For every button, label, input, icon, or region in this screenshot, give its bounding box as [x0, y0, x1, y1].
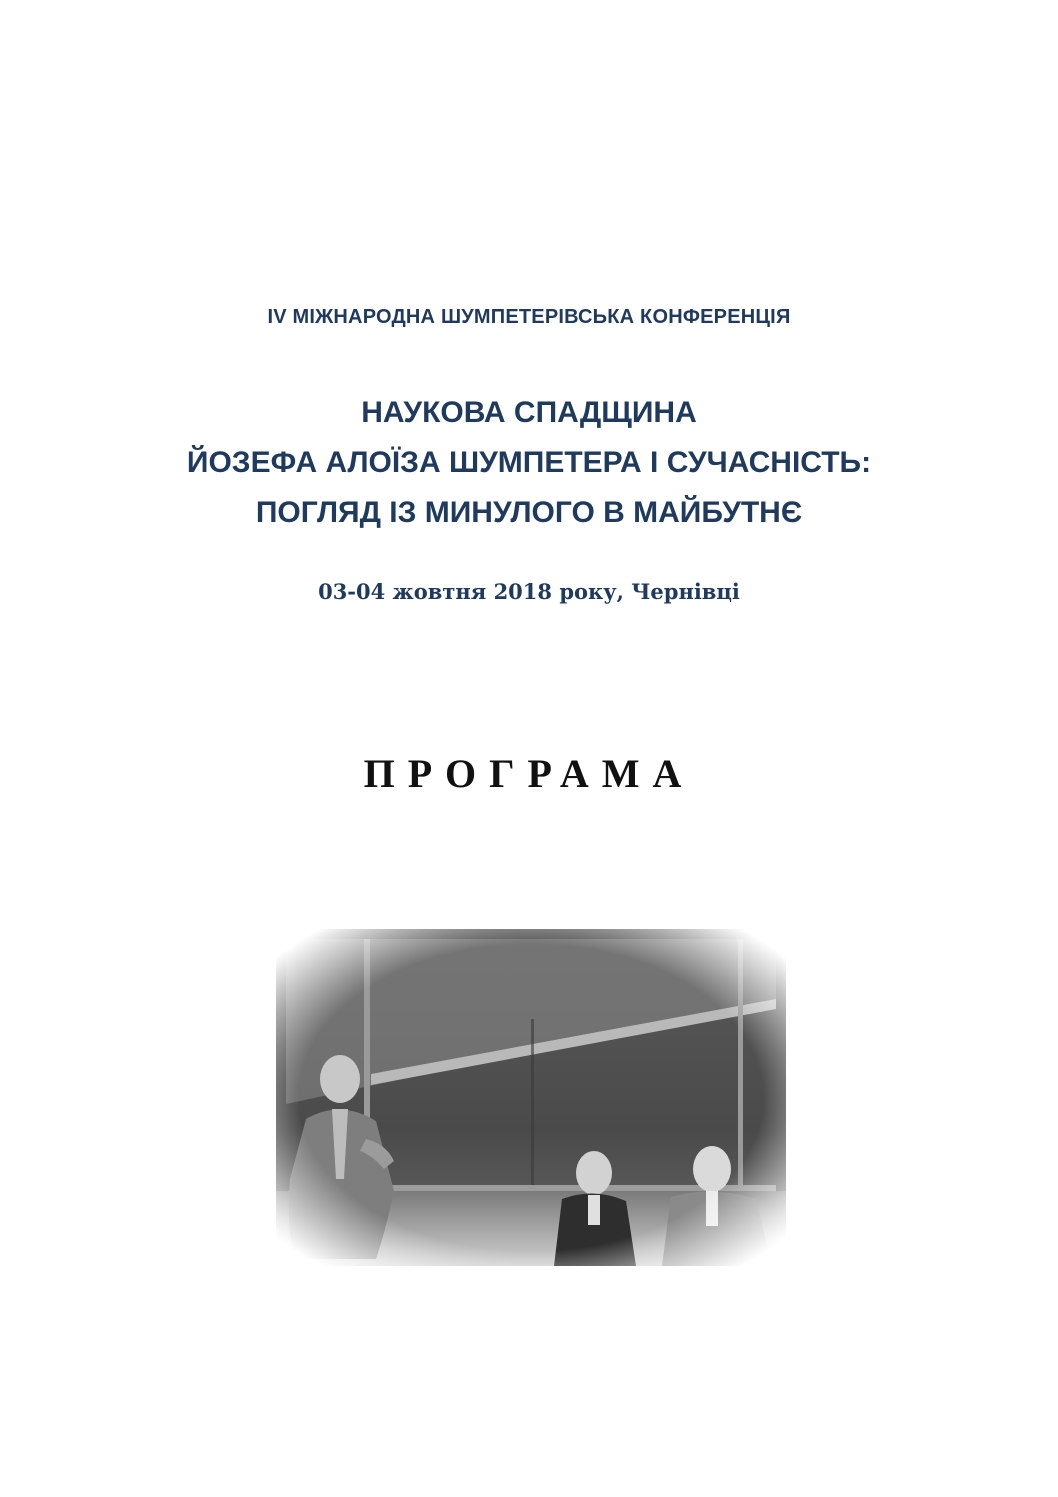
title-line-2: ЙОЗЕФА АЛОЇЗА ШУМПЕТЕРА І СУЧАСНІСТЬ:	[186, 446, 872, 479]
title-line-1: НАУКОВА СПАДЩИНА	[361, 396, 697, 429]
photo-vignette	[276, 929, 786, 1266]
date-location: 03-04 жовтня 2018 року, Чернівці	[318, 579, 740, 604]
lecture-photo	[276, 929, 786, 1266]
program-heading: ПРОГРАМА	[363, 751, 695, 796]
conference-name: IV МІЖНАРОДНА ШУМПЕТЕРІВСЬКА КОНФЕРЕНЦІЯ	[267, 306, 791, 328]
conference-title	[0, 388, 1058, 538]
title-line-3: ПОГЛЯД ІЗ МИНУЛОГО В МАЙБУТНЄ	[255, 496, 803, 529]
